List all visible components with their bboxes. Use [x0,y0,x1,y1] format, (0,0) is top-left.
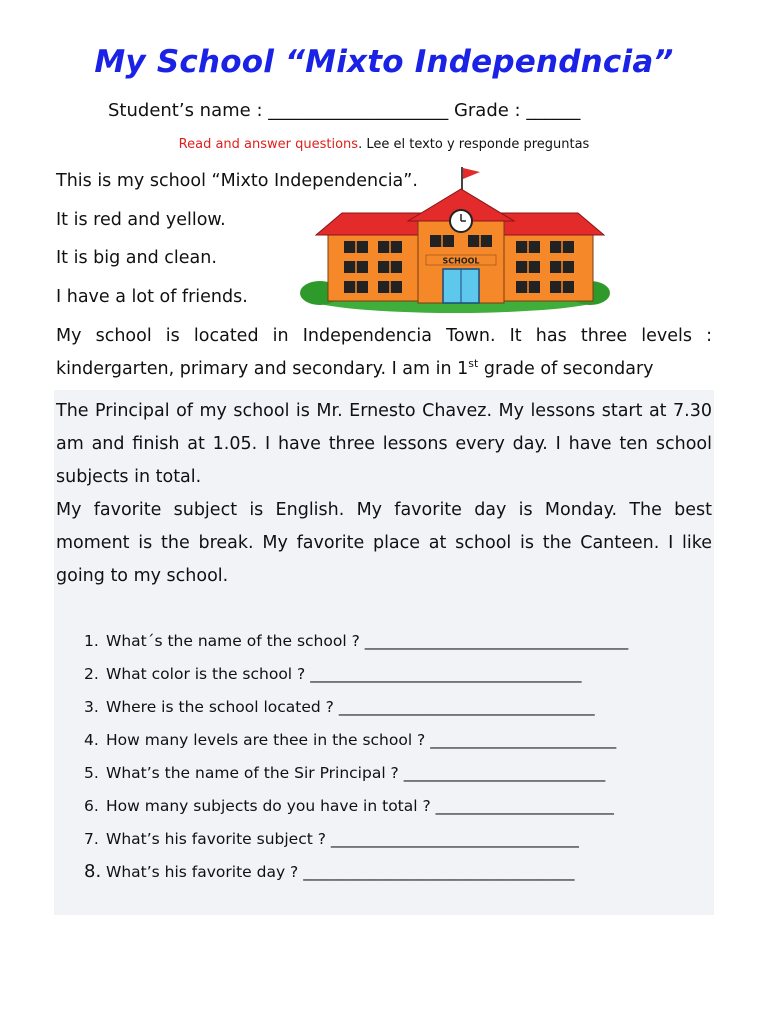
question-number: 2. [84,665,99,683]
question-number: 5. [84,764,99,782]
intro-line-2: It is red and yellow. [56,210,226,230]
instructions-english: Read and answer questions [178,137,359,152]
school-building-illustration [300,165,610,315]
reading-text [56,395,712,593]
question-text: What’s his favorite day ? ___________________________________ [106,863,575,881]
ordinal-superscript: st [468,357,479,370]
worksheet-title: My School “Mixto Independncia” [94,44,674,80]
intro-line-3: It is big and clean. [56,248,217,268]
reading-paragraph-1: The Principal of my school is Mr. Ernesto Chavez. My lessons start at 7.30 am and finish at 1.05. I have three lessons every day. I have ten school subjects in total. [56,401,712,487]
flag [463,168,480,179]
school-sign: SCHOOL [442,256,480,266]
instructions-spanish: . Lee el texto y responde preguntas [358,137,590,152]
intro-line-1: This is my school “Mixto Independencia”. [56,171,418,191]
question-item [84,791,704,824]
reading-paragraph-2: My favorite subject is English. My favorite day is Monday. The best moment is the break. My favorite place at school is the Canteen. I like going to my school. [56,500,712,586]
question-item [84,659,704,692]
question-text: What’s his favorite subject ? ________________________________ [106,830,579,848]
question-item [84,626,704,659]
question-item [84,692,704,725]
location-text: My school is located in Independencia Town. It has three levels : kindergarten, primary and secondary. I am in 1 [56,326,712,379]
question-text: What´s the name of the school ? __________________________________ [106,632,629,650]
question-number: 1. [84,632,99,650]
question-item [84,824,704,857]
question-number: 6. [84,797,99,815]
question-text: Where is the school located ? _________________________________ [106,698,595,716]
question-text: How many subjects do you have in total ? _______________________ [106,797,614,815]
instructions [0,137,768,152]
question-number: 4. [84,731,99,749]
student-name-grade-line: Student’s name : ____________________ Grade : ______ [108,100,581,121]
question-item [84,725,704,758]
question-text: How many levels are thee in the school ? ________________________ [106,731,617,749]
question-item [84,758,704,791]
question-text: What’s the name of the Sir Principal ? __________________________ [106,764,606,782]
location-paragraph [56,322,712,383]
question-list [84,626,704,890]
question-number: 8. [84,861,102,882]
question-text: What color is the school ? ___________________________________ [106,665,582,683]
question-number: 7. [84,830,99,848]
question-number: 3. [84,698,99,716]
intro-line-4: I have a lot of friends. [56,287,248,307]
question-item [84,857,704,890]
location-text-end: grade of secondary [478,358,654,379]
